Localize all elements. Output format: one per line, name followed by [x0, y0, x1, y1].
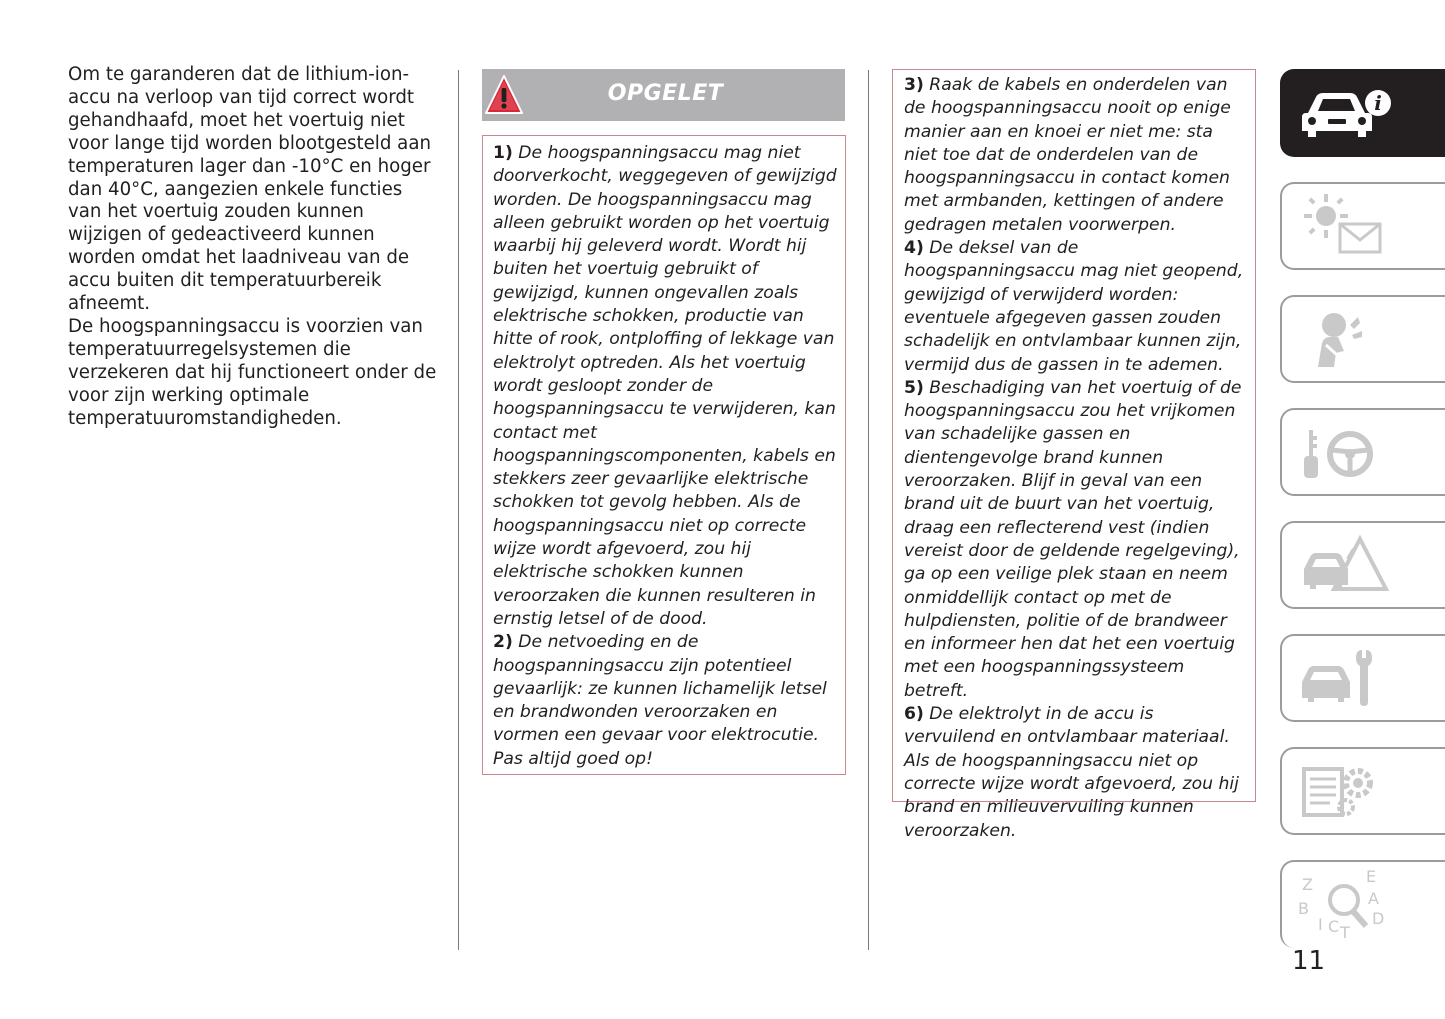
index-letter: T [1340, 923, 1350, 942]
warning-item-number: 4) [904, 238, 924, 259]
intro-text [68, 64, 440, 431]
warning-item [904, 237, 1249, 377]
warning-item-number: 3) [904, 75, 924, 95]
index-letter: A [1368, 889, 1379, 908]
warning-item [493, 142, 837, 631]
warning-item-text: De elektrolyt in de accu is vervuilend en ontvlambaar materiaal. Als de hoogspanningsaccu niet op correcte wijze wordt afgevoerd, zou hij brand en milieuvervuiling kunnen veroorzaken. [904, 704, 1239, 841]
index-letter: I [1318, 915, 1323, 934]
side-tab-car-info[interactable] [1280, 69, 1445, 157]
page-number: 11 [1292, 946, 1326, 976]
side-tab-technical-data[interactable] [1280, 747, 1445, 835]
warning-item [904, 74, 1249, 237]
index-letter: Z [1302, 875, 1313, 894]
warning-item-text: De deksel van de hoogspanningsaccu mag niet geopend, gewijzigd of verwijderd worden: eventuele afgegeven gassen zouden schadelijk en ontvlambaar kunnen zijn, vermijd dus de gassen in te ademen. [904, 238, 1244, 375]
warning-box [482, 135, 846, 775]
car-emergency-icon [1296, 529, 1396, 605]
index-letter: C [1328, 917, 1340, 936]
intro-paragraph: Om te garanderen dat de lithium-ion-accu na verloop van tijd correct wordt gehandhaafd, moet het voertuig niet voor lange tijd worden blootgesteld aan temperaturen lager dan -10°C en hoger dan 40°C, aangezien enkele functies van het voertuig zouden kunnen wijzigen of gedeactiveerd kunnen worden omdat het laadniveau van de accu buiten dit temperatuurbereik afneemt. [68, 64, 431, 315]
warning-item-text: De netvoeding en de hoogspanningsaccu zijn potentieel gevaarlijk: ze kunnen lichamelijk letsel en brandwonden veroorzaken en vormen een gevaar voor elektrocutie. Pas altijd goed op! [493, 632, 827, 769]
technical-data-icon [1296, 755, 1396, 831]
warning-item-text: Raak de kabels en onderdelen van de hoogspanningsaccu nooit op enige manier aan en knoei er niet me: sta niet toe dat de onderdelen van de hoogspanningsaccu in contact komen met armbanden, kettingen of andere gedragen metalen voorwerpen. [904, 75, 1231, 235]
index-letter: E [1366, 868, 1377, 886]
side-tab-emergency[interactable] [1280, 521, 1445, 609]
side-tab-start-drive[interactable] [1280, 408, 1445, 496]
warning-item [904, 377, 1249, 703]
side-tab-index[interactable] [1280, 860, 1445, 948]
car-info-icon [1296, 77, 1396, 153]
intro-paragraph: De hoogspanningsaccu is voorzien van temperatuurregelsystemen die verzekeren dat hij functioneert onder de voor zijn werking optimale temperatuuromstandigheden. [68, 315, 437, 429]
car-maintenance-icon [1296, 642, 1396, 718]
warning-item-number: 1) [493, 143, 513, 163]
alphabetical-index-icon [1296, 868, 1396, 944]
index-letter: D [1372, 909, 1385, 928]
airbag-seat-icon [1296, 303, 1396, 379]
svg-text:i: i [1374, 91, 1382, 115]
column-divider [868, 70, 869, 950]
key-steering-wheel-icon [1296, 416, 1396, 492]
warning-item [493, 631, 837, 771]
warning-item-number: 5) [904, 377, 924, 398]
warning-item-text: De hoogspanningsaccu mag niet doorverkocht, weggegeven of gewijzigd worden. De hoogspanningsaccu mag alleen gebruikt worden op het voertuig waarbij hij geleverd wordt. Wordt hij buiten het voertuig gebruikt of gewijzigd, kunnen ongevallen zoals elektrische schokken, productie van hitte of rook, ontploffing of lekkage van elektrolyt optreden. Als het voertuig wordt gesloopt zonder de hoogspanningsaccu te verwijderen, kan contact met hoogspanningscomponenten, kabels en stekkers zeer gevaarlijke elektrische schokken tot gevolg hebben. Als de hoogspanningsaccu niet op correcte wijze wordt afgevoerd, zou hij elektrische schokken kunnen veroorzaken die kunnen resulteren in ernstig letsel of de dood. [493, 143, 837, 629]
column-divider [458, 70, 459, 950]
warning-box-continued [892, 69, 1256, 841]
side-tab-safety[interactable] [1280, 295, 1445, 383]
dashboard-lights-icon [1296, 190, 1396, 266]
side-tab-dashboard[interactable] [1280, 182, 1445, 270]
side-tab-maintenance[interactable] [1280, 634, 1445, 722]
warning-item-text: Beschadiging van het voertuig of de hoogspanningsaccu zou het vrijkomen van schadelijke gassen en dientengevolge brand kunnen veroorzaken. Blijf in geval van een brand uit de buurt van het voertuig, draag een reflecterend vest (indien vereist door de geldende regelgeving), ga op een veilige plek staan en neem onmiddellijk contact op met de hulpdiensten, politie of de brandweer en informeer hen dat het een voertuig met een hoogspanningssysteem betreft. [904, 377, 1242, 701]
warning-item-number: 2) [493, 632, 513, 653]
warning-header [482, 69, 845, 121]
warning-item [904, 703, 1249, 843]
warning-title: OPGELET [607, 81, 724, 106]
index-letter: B [1298, 899, 1309, 918]
warning-item-number: 6) [904, 704, 924, 725]
